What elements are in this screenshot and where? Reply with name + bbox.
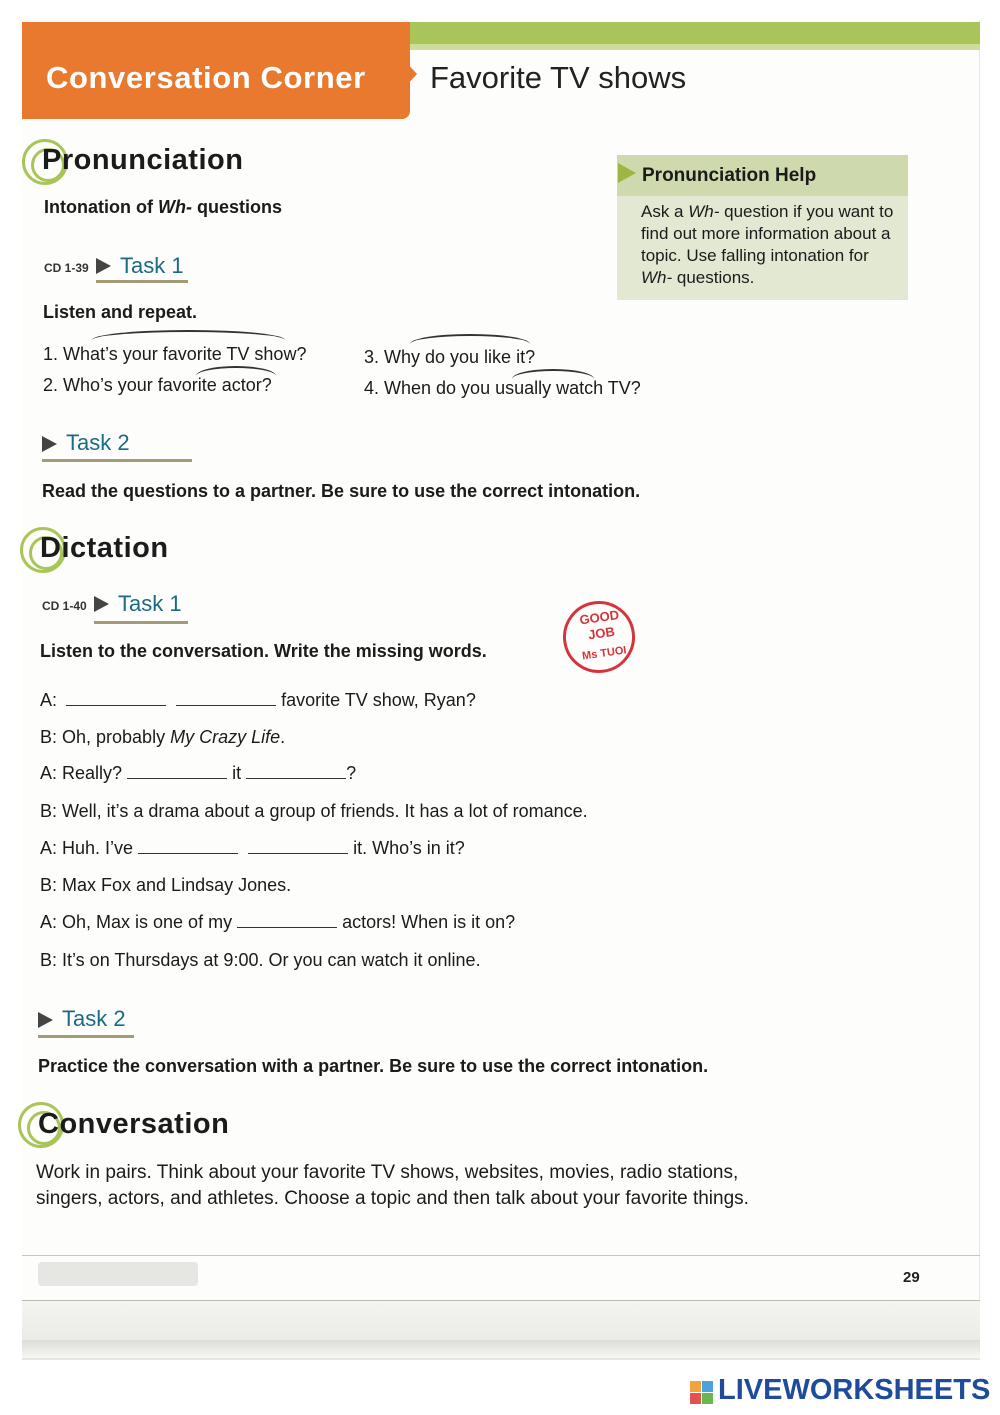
task1-label: Task 1	[118, 591, 182, 616]
liveworksheets-watermark[interactable]: LIVEWORKSHEETS	[718, 1374, 991, 1406]
play-triangle-icon	[94, 596, 109, 612]
play-triangle-icon	[42, 436, 57, 452]
play-triangle-icon	[38, 1012, 53, 1028]
dialogue-line: B: Max Fox and Lindsay Jones.	[40, 875, 292, 895]
page-number: 29	[903, 1269, 920, 1286]
header-green-band	[404, 22, 980, 44]
page-shadow	[22, 1340, 980, 1358]
header-subtitle: Favorite TV shows	[430, 60, 687, 95]
dictation-heading: Dictation	[40, 532, 169, 564]
task2-label: Task 2	[66, 430, 130, 455]
task2-instruction: Practice the conversation with a partner. Be sure to use the correct intonation.	[38, 1056, 709, 1076]
cd-track-label: CD 1-39	[44, 261, 89, 275]
blank-input[interactable]	[66, 692, 166, 706]
question-item: 2. Who’s your favorite actor?	[43, 375, 272, 395]
help-triangle-icon	[618, 163, 636, 183]
liveworksheets-logo-icon	[690, 1381, 714, 1405]
header-arrow-icon	[404, 60, 417, 88]
blank-input[interactable]	[127, 765, 227, 779]
task-underline	[38, 1035, 134, 1038]
dialogue-line: A: Oh, Max is one of my actors! When is it on?	[40, 912, 516, 932]
conversation-heading: Conversation	[38, 1108, 230, 1140]
blank-input[interactable]	[138, 840, 238, 854]
pronunciation-help-title: Pronunciation Help	[642, 165, 817, 186]
task1-instruction: Listen and repeat.	[43, 302, 198, 322]
task-underline	[96, 280, 188, 283]
pronunciation-heading: Pronunciation	[42, 144, 244, 176]
conversation-text: singers, actors, and athletes. Choose a topic and then talk about your favorite things.	[36, 1188, 749, 1209]
dialogue-line: B: It’s on Thursdays at 9:00. Or you can watch it online.	[40, 950, 481, 970]
blank-input[interactable]	[246, 765, 346, 779]
question-item: 3. Why do you like it?	[364, 347, 536, 367]
play-triangle-icon	[96, 258, 111, 274]
cd-track-label: CD 1-40	[42, 599, 87, 613]
dictation-instruction: Listen to the conversation. Write the missing words.	[40, 641, 487, 661]
dialogue-line: A: favorite TV show, Ryan?	[40, 690, 476, 710]
header-title: Conversation Corner	[46, 60, 366, 95]
dialogue-line: A: Huh. I’ve it. Who’s in it?	[40, 838, 465, 858]
task2-instruction: Read the questions to a partner. Be sure to use the correct intonation.	[42, 481, 641, 501]
question-item: 4. When do you usually watch TV?	[364, 378, 641, 398]
blank-input[interactable]	[248, 840, 348, 854]
task-underline	[94, 621, 188, 624]
dialogue-line: B: Oh, probably My Crazy Life.	[40, 727, 286, 747]
stamp-line: Ms TUOI	[581, 644, 628, 663]
dialogue-line: B: Well, it’s a drama about a group of friends. It has a lot of romance.	[40, 801, 588, 821]
pronunciation-help-text: Ask a Wh- question if you want to find out more information about a topic. Use falling intonation for Wh- questions.	[641, 202, 894, 287]
task1-label: Task 1	[120, 253, 184, 278]
stamp-line: GOOD	[578, 607, 620, 628]
stamp-line: JOB	[587, 623, 616, 643]
blank-input[interactable]	[237, 914, 337, 928]
question-item: 1. What’s your favorite TV show?	[43, 344, 307, 364]
footer-rule	[22, 1255, 980, 1256]
header-green-band-light	[404, 44, 980, 50]
pronunciation-subheading: Intonation of Wh- questions	[44, 197, 282, 217]
task2-label: Task 2	[62, 1006, 126, 1031]
footer-tab	[38, 1262, 198, 1286]
task-underline	[42, 459, 192, 462]
blank-input[interactable]	[176, 692, 276, 706]
conversation-text: Work in pairs. Think about your favorite TV shows, websites, movies, radio stations,	[36, 1162, 739, 1183]
dialogue-line: A: Really? it ?	[40, 763, 357, 783]
